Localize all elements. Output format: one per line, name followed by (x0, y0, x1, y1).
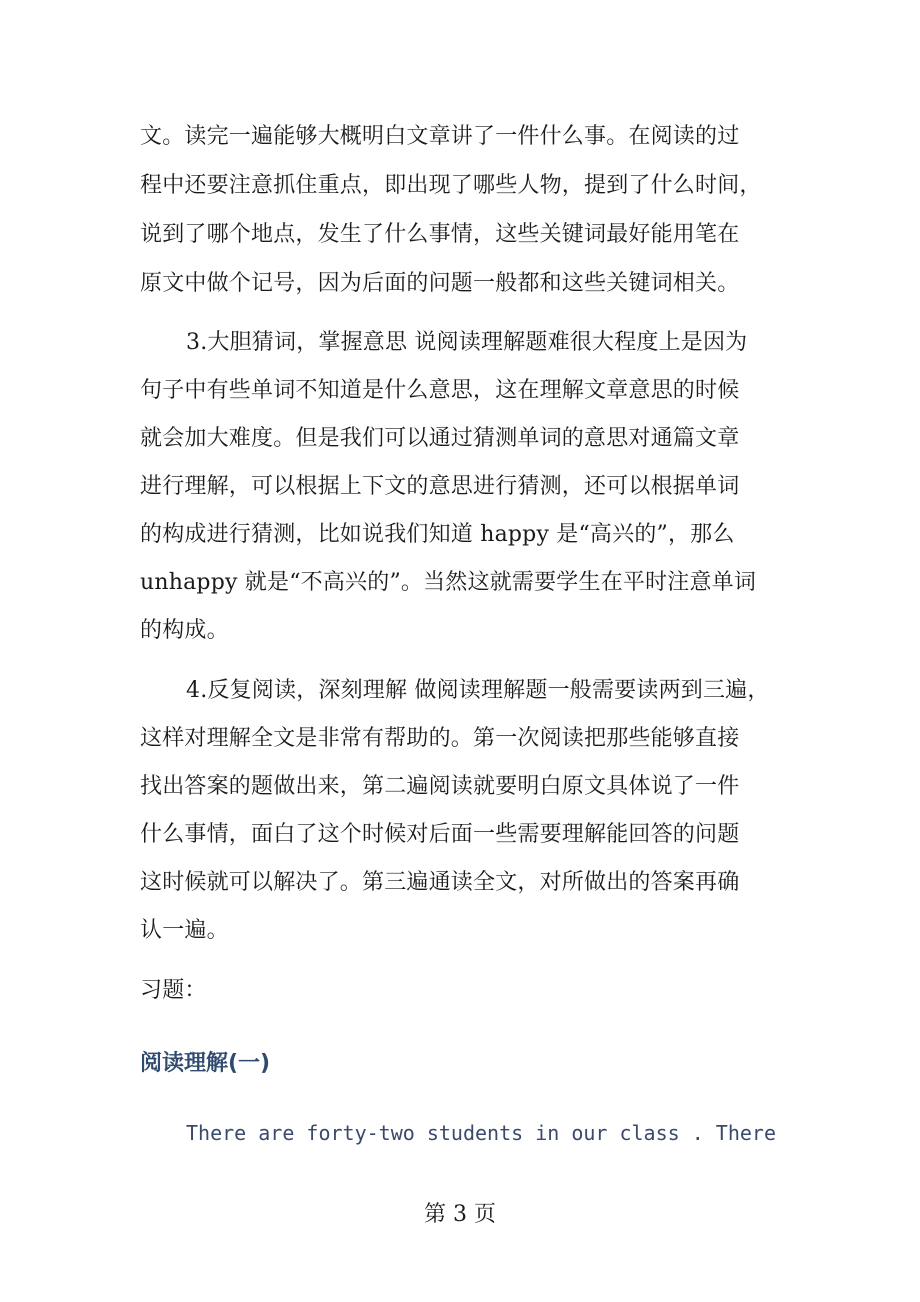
paragraph-1-line-1: 文。读完一遍能够大概明白文章讲了一件什么事。在阅读的过 (140, 124, 740, 149)
paragraph-3-line-1: 4.反复阅读，深刻理解 做阅读理解题一般需要读两到三遍， (186, 678, 770, 703)
section-heading: 阅读理解(一) (140, 1051, 271, 1076)
paragraph-2-line-1: 3.大胆猜词，掌握意思 说阅读理解题难很大程度上是因为 (186, 330, 748, 355)
paragraph-2-line-3: 就会加大难度。但是我们可以通过猜测单词的意思对通篇文章 (140, 426, 740, 451)
paragraph-1-line-4: 原文中做个记号，因为后面的问题一般都和这些关键词相关。 (140, 271, 740, 296)
paragraph-2-line-6: unhappy 就是“不高兴的”。当然这就需要学生在平时注意单词 (140, 570, 757, 595)
paragraph-2-line-7: 的构成。 (140, 618, 229, 643)
paragraph-3-line-4: 什么事情，面白了这个时候对后面一些需要理解能回答的问题 (140, 822, 740, 847)
exercise-label: 习题： (140, 978, 207, 1003)
passage-line-1: There are forty-two students in our class . There (186, 1121, 777, 1145)
paragraph-3-line-2: 这样对理解全文是非常有帮助的。第一次阅读把那些能够直接 (140, 726, 740, 751)
paragraph-1-line-2: 程中还要注意抓住重点，即出现了哪些人物，提到了什么时间， (140, 173, 762, 198)
paragraph-3-line-3: 找出答案的题做出来，第二遍阅读就要明白原文具体说了一件 (140, 774, 740, 799)
page-number: 第 3 页 (424, 1202, 496, 1227)
paragraph-2-line-4: 进行理解，可以根据上下文的意思进行猜测，还可以根据单词 (140, 474, 740, 499)
paragraph-2-line-2: 句子中有些单词不知道是什么意思，这在理解文章意思的时候 (140, 378, 740, 403)
paragraph-3-line-6: 认一遍。 (140, 918, 229, 943)
paragraph-3-line-5: 这时候就可以解决了。第三遍通读全文，对所做出的答案再确 (140, 870, 740, 895)
paragraph-1-line-3: 说到了哪个地点，发生了什么事情，这些关键词最好能用笔在 (140, 222, 740, 247)
paragraph-2-line-5: 的构成进行猜测，比如说我们知道 happy 是“高兴的”，那么 (140, 522, 735, 547)
